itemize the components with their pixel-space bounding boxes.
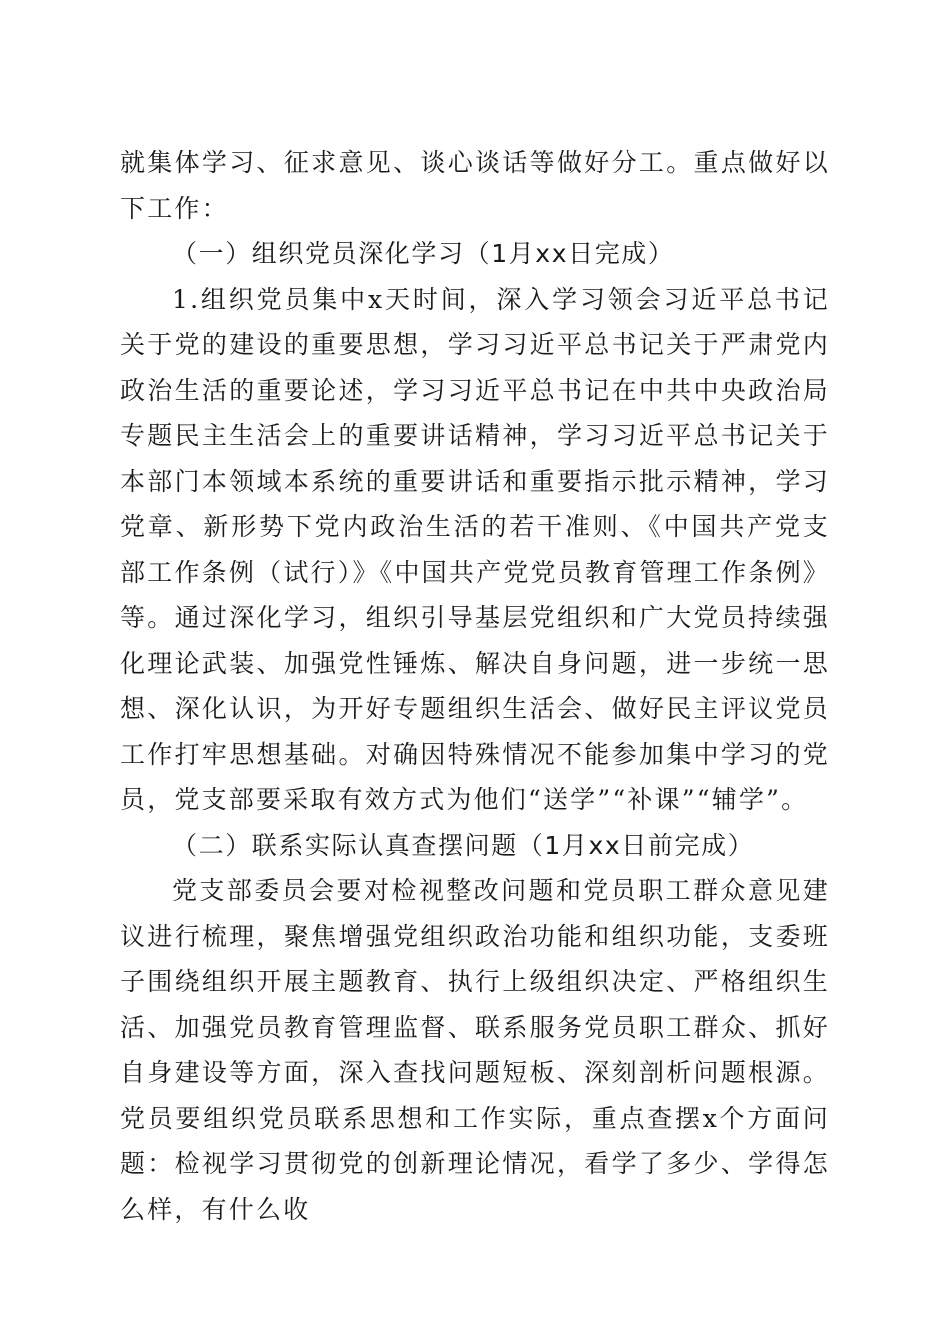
document-body: [120, 140, 830, 1232]
paragraph-problems: 党支部委员会要对检视整改问题和党员职工群众意见建议进行梳理，聚焦增强党组织政治功能和组织功能，支委班子围绕组织开展主题教育、执行上级组织决定、严格组织生活、加强党员教育管理监督、联系服务党员职工群众、抓好自身建设等方面，深入查找问题短板、深刻剖析问题根源。党员要组织党员联系思想和工作实际，重点查摆x个方面问题：检视学习贯彻党的创新理论情况，看学了多少、学得怎么样，有什么收: [120, 876, 830, 1224]
paragraph-study: 1.组织党员集中x天时间，深入学习领会习近平总书记关于党的建设的重要思想，学习习近平总书记关于严肃党内政治生活的重要论述，学习习近平总书记在中共中央政治局专题民主生活会上的重要讲话精神，学习习近平总书记关于本部门本领域本系统的重要讲话和重要指示批示精神，学习党章、新形势下党内政治生活的若干准则、《中国共产党支部工作条例（试行）》《中国共产党党员教育管理工作条例》等。通过深化学习，组织引导基层党组织和广大党员持续强化理论武装、加强党性锤炼、解决自身问题，进一步统一思想、深化认识，为开好专题组织生活会、做好民主评议党员工作打牢思想基础。对确因特殊情况不能参加集中学习的党员，党支部要采取有效方式为他们“送学”“补课”“辅学”。: [120, 284, 830, 814]
section-heading-2: （二）联系实际认真查摆问题（1月xx日前完成）: [172, 830, 755, 860]
paragraph-intro: 就集体学习、征求意见、谈心谈话等做好分工。重点做好以下工作：: [120, 148, 830, 223]
section-heading-1: （一）组织党员深化学习（1月xx日完成）: [172, 239, 675, 268]
